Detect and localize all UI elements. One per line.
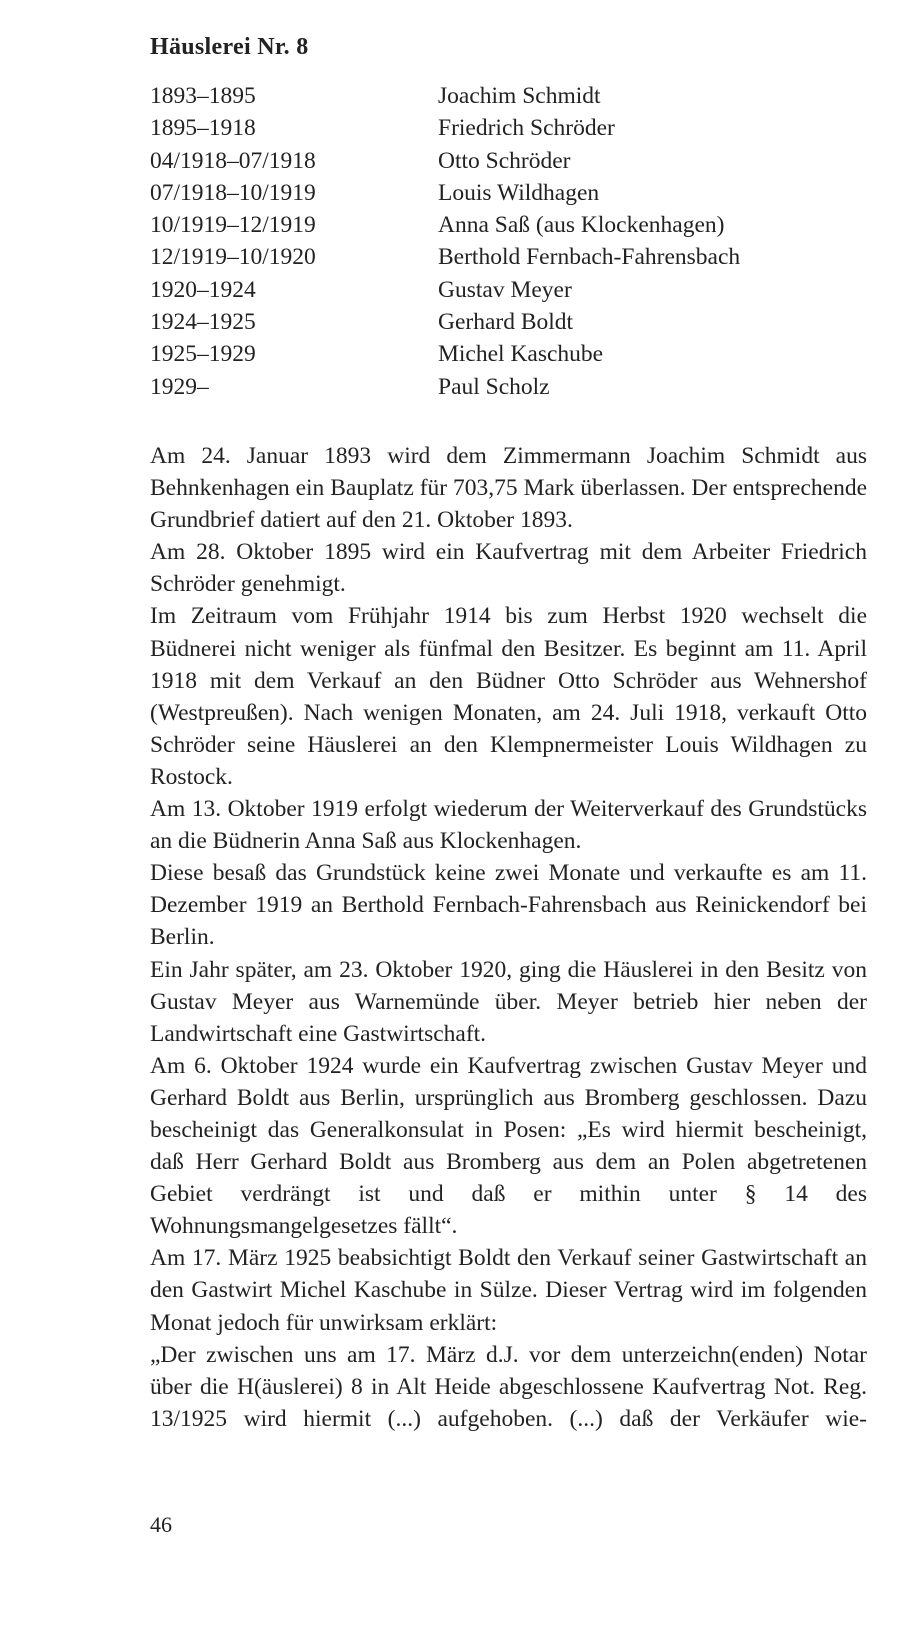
owner-row: [150, 241, 890, 273]
owner-period: 12/1919–10/1920: [150, 244, 316, 271]
owner-period: 1929–: [150, 373, 209, 400]
section-title: Häuslerei Nr. 8: [150, 34, 309, 60]
owner-name: Anna Saß (aus Klockenhagen): [438, 212, 725, 239]
owner-row: [150, 145, 890, 177]
owner-period: 1920–1924: [150, 276, 256, 303]
owner-row: [150, 209, 890, 241]
paragraph: Am 6. Oktober 1924 wurde ein Kaufvertrag zwischen Gustav Meyer und Gerhard Boldt aus Berlin, ursprünglich aus Bromberg geschlossen. Dazu bescheinigt das Generalkonsulat in Posen: „Es wird hiermit bescheinigt, daß Herr Gerhard Boldt aus Bromberg aus dem an Polen abgetretenen Gebiet verdrängt ist und daß er mithin unter § 14 des Wohnungsmangelgesetzes fällt“.: [150, 1052, 867, 1240]
owner-name: Joachim Schmidt: [438, 83, 601, 109]
owner-row: [150, 80, 890, 112]
owner-name: Paul Scholz: [438, 373, 550, 400]
owner-name: Friedrich Schröder: [438, 115, 615, 142]
owner-period: 10/1919–12/1919: [150, 212, 316, 239]
owner-row: [150, 306, 890, 338]
owner-period: 1925–1929: [150, 341, 256, 368]
owner-name: Louis Wildhagen: [438, 179, 600, 206]
owners-table: [150, 80, 890, 403]
paragraph: Am 24. Januar 1893 wird dem Zimmermann Joachim Schmidt aus Behnkenhagen ein Bauplatz für 703,75 Mark überlassen. Der entsprechende Grundbrief datiert auf den 21. Oktober 1893.: [150, 443, 867, 534]
owner-row: [150, 371, 890, 403]
owner-row: [150, 177, 890, 209]
paragraph: Diese besaß das Grundstück keine zwei Monate und verkaufte es am 11. Dezember 1919 an Berthold Fernbach-Fahrensbach aus Reinickendorf bei Berlin.: [150, 860, 867, 951]
owner-name: Gustav Meyer: [438, 276, 572, 303]
owner-period: 1893–1895: [150, 83, 256, 109]
owner-period: 04/1918–07/1918: [150, 147, 316, 174]
owner-row: [150, 112, 890, 144]
owner-name: Michel Kaschube: [438, 341, 604, 368]
paragraph: Ein Jahr später, am 23. Oktober 1920, ging die Häuslerei in den Besitz von Gustav Meyer aus Warnemünde über. Meyer betrieb hier neben der Landwirtschaft eine Gastwirtschaft.: [150, 956, 867, 1047]
owner-period: 07/1918–10/1919: [150, 179, 316, 206]
owner-row: [150, 338, 890, 370]
owner-period: 1895–1918: [150, 115, 256, 142]
owner-name: Otto Schröder: [438, 147, 571, 174]
owner-row: [150, 274, 890, 306]
paragraph: Am 28. Oktober 1895 wird ein Kaufvertrag mit dem Arbeiter Friedrich Schröder genehmigt.: [150, 539, 867, 598]
owner-period: 1924–1925: [150, 309, 256, 336]
paragraph: Am 13. Oktober 1919 erfolgt wiederum der Weiterverkauf des Grundstücks an die Büdnerin Anna Saß aus Klockenhagen.: [150, 796, 867, 855]
body-text: [150, 440, 867, 1435]
page-number: 46: [150, 1512, 172, 1537]
owner-name: Berthold Fernbach-Fahrensbach: [438, 244, 741, 271]
paragraph: Am 17. März 1925 beabsichtigt Boldt den Verkauf seiner Gastwirtschaft an den Gastwirt Michel Kaschube in Sülze. Dieser Vertrag wird im folgenden Monat jedoch für unwirksam erklärt:: [150, 1245, 867, 1336]
paragraph: Im Zeitraum vom Frühjahr 1914 bis zum Herbst 1920 wechselt die Büdnerei nicht weniger als fünfmal den Besitzer. Es beginnt am 11. April 1918 mit dem Verkauf an den Büdner Otto Schröder aus Wehnershof (Westpreußen). Nach wenigen Monaten, am 24. Juli 1918, verkauft Otto Schröder seine Häuslerei an den Klempnermeister Louis Wildhagen zu Rostock.: [150, 603, 867, 790]
paragraph: „Der zwischen uns am 17. März d.J. vor dem unterzeichn(enden) Notar über die H(äuslerei) 8 in Alt Heide abgeschlossene Kaufvertrag Not. Reg. 13/1925 wird hiermit (...) aufgehoben. (...) daß der Verkäufer wie-: [150, 1341, 867, 1432]
owner-name: Gerhard Boldt: [438, 309, 574, 336]
